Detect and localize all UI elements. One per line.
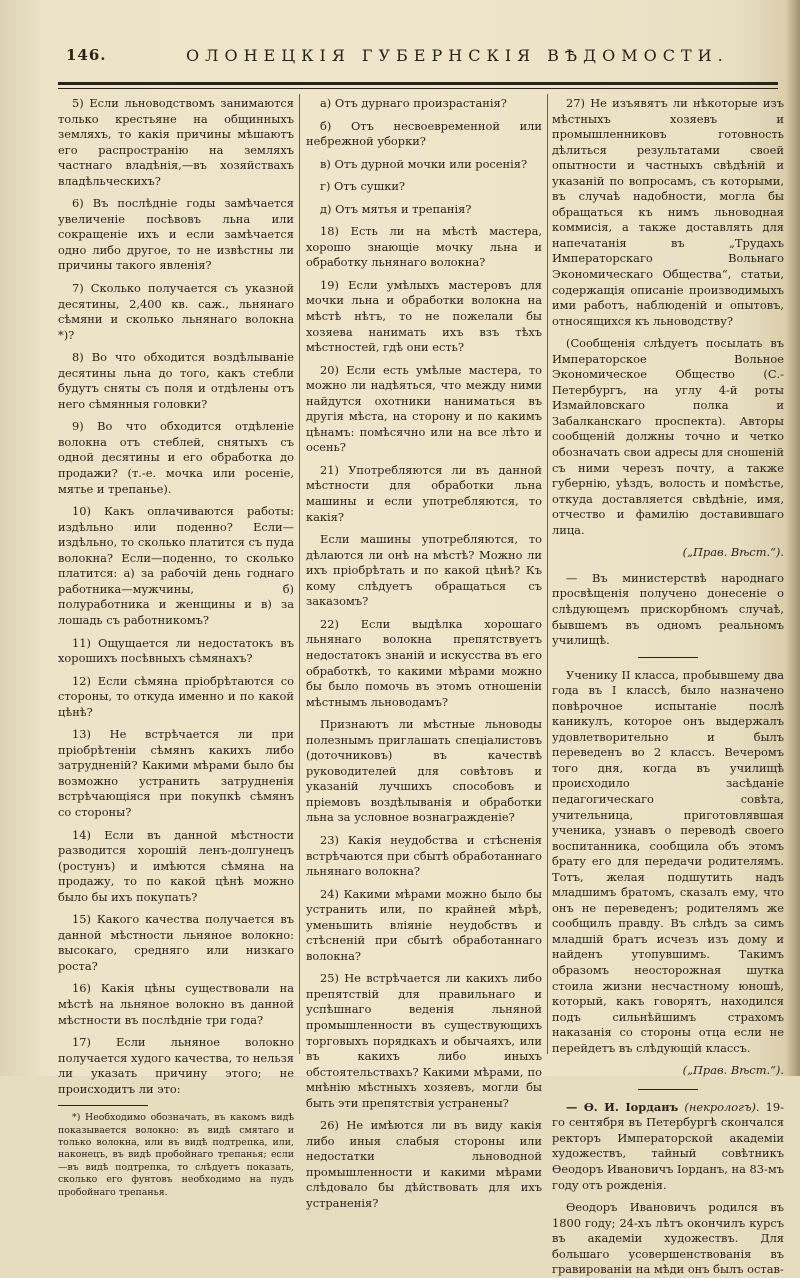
question-paragraph: 17) Если льняное волокно получается худого качества, то нельзя ли указать причину этого; не происходитъ ли это: bbox=[58, 1035, 294, 1096]
question-paragraph: а) Отъ дурнаго произрастанія? bbox=[320, 96, 507, 110]
newspaper-title: ОЛОНЕЦКІЯ ГУБЕРНСКІЯ ВѢДОМОСТИ. bbox=[186, 46, 729, 65]
source-signature: („Прав. Вѣст.“). bbox=[682, 1063, 784, 1078]
submission-note: (Сообщенія слѣдуетъ посылать въ Императорское Вольное Экономическое Общество (С.-Петербургъ, на углу 4-й роты Измайловскаго полка и Забалканскаго проспекта). Авторы сообщеній должны точно и четко обозначать свои адресы для сношеній съ ними черезъ почту, а также губернію, уѣздъ, волость и помѣстье, откуда доставляется свѣдѣніе, имя, отчество и фамилію доставившаго лица. bbox=[552, 336, 784, 537]
question-paragraph: 21) Употребляются ли въ данной мѣстности для обработки льна машины и если употребляются, то какія? bbox=[306, 462, 542, 524]
column-1 bbox=[58, 96, 294, 1198]
question-paragraph: 23) Какія неудобства и стѣсненія встрѣчаются при сбытѣ обработаннаго льнянаго волокна? bbox=[306, 832, 542, 879]
question-paragraph: 15) Какого качества получается въ данной мѣстности льняное волокно: высокаго, средняго или низкаго роста? bbox=[58, 912, 294, 973]
column-3 bbox=[552, 96, 785, 1277]
question-paragraph: 12) Если сѣмяна пріобрѣтаются со стороны, то откуда именно и по какой цѣнѣ? bbox=[58, 673, 294, 719]
question-paragraph: 24) Какими мѣрами можно было бы устранить или, по крайней мѣрѣ, уменьшить вліяніе неудобствъ и стѣсненій при сбытѣ обработаннаго волокна? bbox=[306, 886, 542, 963]
news-paragraph: Ученику II класса, пробывшему два года въ I классѣ, было назначено повѣрочное испытаніе послѣ каникулъ, которое онъ выдержалъ удовлетворительно и былъ переведенъ во 2 классъ. Вечеромъ того дня, когда въ училищѣ происходило засѣданіе педагогическаго совѣта, учительница, приготовлявшая ученика, узнавъ о переводѣ своего воспитанника, сообщила объ этомъ брату его для передачи родителямъ. Тотъ, желая подшутить надъ младшимъ братомъ, сказалъ ему, что онъ не переведенъ; родителямъ же сообщилъ правду. Въ слѣдъ за симъ младшій братъ исчезъ изъ дому и найденъ утопувшимъ. Такимъ образомъ неосторожная шутка стоила жизни несчастному юношѣ, который, какъ говорятъ, находился подъ сильнѣйшимъ страхомъ наказанія со стороны отца если не перейдетъ въ слѣдующій классъ. bbox=[552, 667, 784, 1055]
question-paragraph: Признаютъ ли мѣстные льноводы полезнымъ приглашать спеціалистовъ (доточниковъ) въ качествѣ руководителей для совѣтовъ и указаній лучшихъ способовъ и пріемовъ воздѣлыванія и обработки льна за условное вознагражденіе? bbox=[306, 717, 542, 825]
obituary-paragraph: Ѳеодоръ Ивановичъ родился въ 1800 году; 24-хъ лѣтъ окончилъ курсъ въ академіи художествъ. Для большаго усовершенствованія въ гравированіи на мѣди онъ былъ остав- bbox=[552, 1200, 784, 1277]
question-paragraph: 20) Если есть умѣлые мастера, то можно ли надѣяться, что между ними найдутся охотники наниматься въ другія мѣста, на сторону и по какимъ цѣнамъ: помѣсячно или на все лѣто и осень? bbox=[306, 362, 542, 455]
source-signature: („Прав. Вѣст.“). bbox=[682, 545, 784, 560]
question-paragraph: 10) Какъ оплачиваются работы: издѣльно или поденно? Если—издѣльно, то сколько платится съ пуда волокна? Если—поденно, то сколько платится: а) за рабочій день годнаго работника—мужчины, б) полуработника и женщины и в) за лошадь съ работникомъ? bbox=[58, 504, 294, 627]
page-edge-shadow bbox=[786, 0, 800, 1076]
question-paragraph: 26) Не имѣются ли въ виду какія либо иныя слабыя стороны или недостатки льноводной промышленности и какими мѣрами слѣдовало бы дѣйствовать для ихъ устраненія? bbox=[306, 1118, 542, 1210]
question-paragraph: 9) Во что обходится отдѣленіе волокна отъ стеблей, снятыхъ съ одной десятины и его обработка до продажи? (т.-е. мочка или росеніе, мятье и трепанье). bbox=[58, 419, 294, 496]
header-rule-thin bbox=[58, 88, 778, 89]
question-paragraph: 8) Во что обходится воздѣлываніе десятины льна до того, какъ стебли будутъ сняты съ поля и отдѣлены отъ него сѣмянныя головки? bbox=[58, 350, 294, 411]
question-paragraph: 5) Если льноводствомъ занимаются только крестьяне на общинныхъ земляхъ, то какія причины мѣшаютъ его распространію на земляхъ частнаго владѣнія,—въ хозяйствахъ владѣльческихъ? bbox=[58, 96, 294, 188]
obituary-paragraph bbox=[552, 1100, 784, 1193]
separator-rule bbox=[638, 657, 698, 658]
question-paragraph: 6) Въ послѣдніе годы замѣчается увеличеніе посѣвовъ льна или сокращеніе ихъ и если замѣчается одно либо другое, то не извѣстны ли причины такого явленія? bbox=[58, 196, 294, 273]
question-paragraph: д) Отъ мятья и трепанія? bbox=[320, 201, 472, 216]
obituary-name: — Ѳ. И. Іорданъ bbox=[566, 1099, 679, 1114]
separator-rule bbox=[638, 1089, 698, 1090]
question-paragraph: 18) Есть ли на мѣстѣ мастера, хорошо знающіе мочку льна и обработку льнянаго волокна? bbox=[306, 224, 542, 270]
question-paragraph: 16) Какія цѣны существовали на мѣстѣ на льняное волокно въ данной мѣстности въ послѣдніе три года? bbox=[58, 981, 294, 1027]
question-paragraph: 19) Если умѣлыхъ мастеровъ для мочки льна и обработки волокна на мѣстѣ нѣтъ, то не пожелали бы хозяева нанимать ихъ взъ тѣхъ мѣстностей, гдѣ они есть? bbox=[306, 277, 542, 355]
question-paragraph: Если машины употребляются, то дѣлаются ли онѣ на мѣстѣ? Можно ли ихъ пріобрѣтать и по какой цѣнѣ? Къ кому слѣдуетъ обращаться съ заказомъ? bbox=[306, 532, 542, 609]
question-paragraph: 13) Не встрѣчается ли при пріобрѣтеніи сѣмянъ какихъ либо затрудненій? Какими мѣрами было бы возможно устранить затрудненія встрѣчающіяся при покупкѣ сѣмянъ со стороны? bbox=[58, 727, 294, 819]
column-2 bbox=[306, 96, 542, 1210]
question-paragraph: в) Отъ дурной мочки или росенія? bbox=[320, 156, 528, 171]
question-paragraph: г) Отъ сушки? bbox=[320, 179, 406, 194]
question-paragraph: б) Отъ несвоевременной или небрежной уборки? bbox=[306, 118, 542, 149]
obituary-text: 19-го сентября въ Петербургѣ скончался ректоръ Императорской академіи художествъ, тайный совѣтникъ Ѳеодоръ Ивановичъ Іорданъ, на 83-мъ году отъ рожденія. bbox=[552, 1099, 785, 1192]
header-rule-thick bbox=[58, 82, 778, 85]
news-paragraph: — Въ министерствѣ народнаго просвѣщенія получено донесеніе о слѣдующемъ прискорбномъ случаѣ, бывшемъ въ одномъ реальномъ училищѣ. bbox=[552, 570, 784, 648]
question-paragraph: 7) Сколько получается съ указной десятины, 2,400 кв. саж., льнянаго сѣмяни и сколько льнянаго волокна *)? bbox=[58, 281, 294, 342]
column-divider-1 bbox=[299, 94, 300, 1054]
footnote-rule bbox=[58, 1105, 148, 1106]
obituary-tag: (некрологъ). bbox=[684, 1099, 760, 1114]
question-paragraph: 22) Если выдѣлка хорошаго льнянаго волокна препятствуетъ недостатокъ знаній и искусства въ его обработкѣ, то какими мѣрами можно бы было помочь въ этомъ отношеніи мѣстнымъ льноводамъ? bbox=[306, 616, 542, 709]
column-divider-2 bbox=[547, 94, 548, 1054]
question-paragraph: 11) Ощущается ли недостатокъ въ хорошихъ посѣвныхъ сѣмянахъ? bbox=[58, 635, 294, 666]
page-number: 146. bbox=[66, 46, 107, 64]
question-paragraph: 14) Если въ данной мѣстности разводится хорошій ленъ-долгунецъ (ростунъ) и имѣются сѣмяна на продажу, то по какой цѣнѣ можно было бы ихъ покупать? bbox=[58, 827, 294, 904]
footnote: *) Необходимо обозначать, въ какомъ видѣ показывается волокно: въ видѣ смятаго и только волокна, или въ видѣ подтрепка, или, наконецъ, въ видѣ пробойнаго трепанья; если—въ видѣ подтрепка, то слѣдуетъ показать, сколько его фунтовъ необходимо на пудъ пробойнаго трепанья. bbox=[58, 1112, 294, 1198]
question-paragraph: 25) Не встрѣчается ли какихъ либо препятствій для правильнаго и успѣшнаго веденія льняной промышленности въ существующихъ торговыхъ порядкахъ и обычаяхъ, или въ какихъ либо иныхъ обстоятельствахъ? Какими мѣрами, по мнѣнію мѣстныхъ хозяевъ, могли бы быть эти препятствія устранены? bbox=[306, 971, 542, 1110]
page-header bbox=[66, 46, 786, 76]
question-paragraph: 27) Не изъявятъ ли нѣкоторые изъ мѣстныхъ хозяевъ и промышленниковъ готовность дѣлиться результатами своей опытности и частныхъ свѣдѣній и указаній по вопросамъ, съ которыми, въ случаѣ надобности, могла бы обращаться къ нимъ льноводная коммисія, а также доставлять для напечатанія въ „Трудахъ Императорскаго Вольнаго Экономическаго Общества“, статьи, содержащія описаніе производимыхъ ими работъ, наблюденій и опытовъ, относящихся къ льноводству? bbox=[552, 96, 784, 328]
